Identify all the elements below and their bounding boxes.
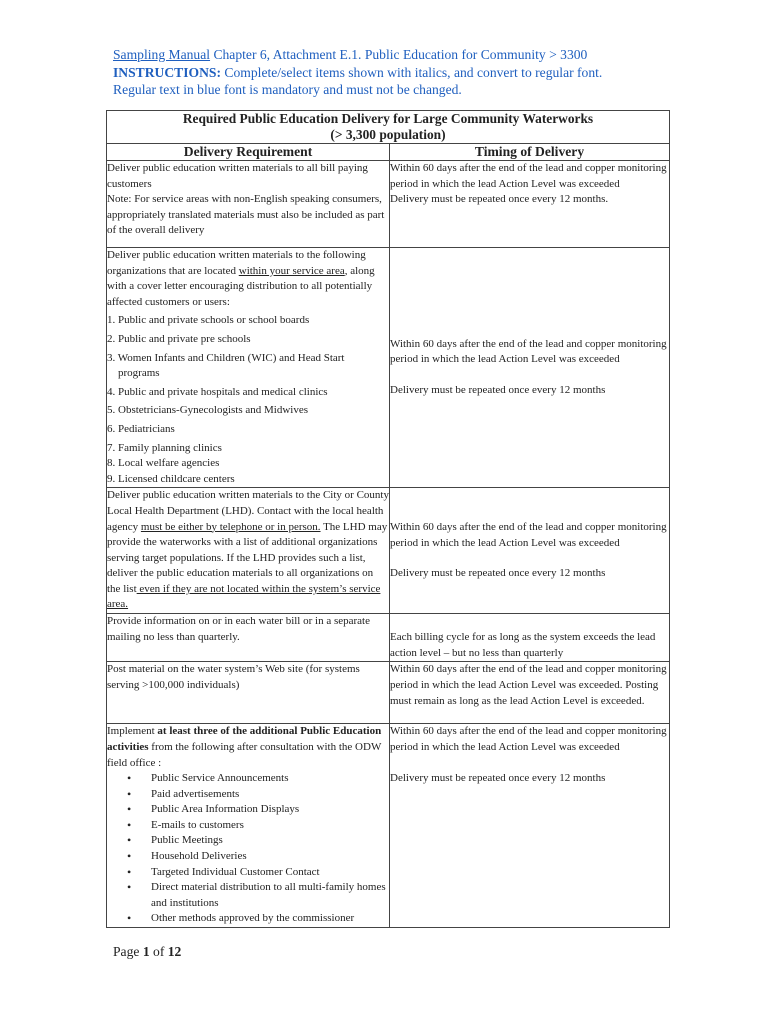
requirement-text: Deliver public education written materials to all bill paying customers: [107, 162, 368, 190]
column-header-requirement: Delivery Requirement: [107, 144, 390, 161]
requirement-cell: [107, 488, 390, 614]
requirement-cell: [107, 724, 390, 928]
list-item: 6. Pediatricians: [107, 422, 175, 435]
list-item: • Public Service Announcements: [107, 771, 389, 787]
list-item: • Public Area Information Displays: [107, 802, 389, 818]
service-area-underline: even if they are not located within the system’s service area.: [107, 582, 381, 611]
requirement-text: Deliver public education written materials to the City or County Local Health Department (LHD). Contact with the local health agency must be either by telephone or in person. The LHD may provide the waterworks with a list of additional organizations serving target populations. If the LHD provides such a list, deliver the public education materials to all organizations on the list even if they are not located within the system’s service area.: [107, 489, 389, 611]
timing-text: Within 60 days after the end of the lead and copper monitoring period in which the lead Action Level was exceeded: [390, 162, 667, 190]
header-line-1: [113, 46, 673, 64]
contact-method-underline: must be either by telephone or in person.: [140, 520, 321, 533]
page-number: Page 1 of 12: [113, 944, 182, 959]
table-row: [107, 488, 670, 614]
list-item: • E-mails to customers: [107, 818, 389, 834]
instructions-label: INSTRUCTIONS:: [113, 64, 222, 80]
list-item: 3. Women Infants and Children (WIC) and Head Start: [107, 351, 345, 364]
requirement-cell: [107, 161, 390, 248]
timing-cell: [390, 724, 670, 928]
table-title-line-2: (> 3,300 population): [330, 127, 446, 142]
list-item: • Targeted Individual Customer Contact: [107, 865, 389, 881]
list-item: 7. Family planning clinics: [107, 441, 222, 454]
timing-text: Within 60 days after the end of the lead and copper monitoring period in which the lead Action Level was exceeded. Posting must remain as long as the lead Action Level is exceeded.: [390, 663, 667, 707]
service-area-underline: within your service area: [238, 264, 345, 277]
column-header-timing: Timing of Delivery: [390, 144, 670, 161]
timing-text: Within 60 days after the end of the lead and copper monitoring period in which the lead Action Level was exceeded: [390, 725, 667, 753]
activity-list: [107, 771, 389, 927]
requirement-text: Post material on the water system’s Web site (for systems serving >100,000 individuals): [107, 663, 360, 691]
timing-repeat-text: Delivery must be repeated once every 12 months: [390, 567, 606, 580]
header-line-3: Regular text in blue font is mandatory and must not be changed.: [113, 82, 462, 97]
timing-text: Within 60 days after the end of the lead and copper monitoring period in which the lead Action Level was exceeded: [390, 520, 667, 549]
requirement-text: Deliver public education written materials to the following organizations that are located within your service area, along with a cover letter encouraging distribution to all potentially affected customers or users:: [107, 249, 375, 308]
list-item: 2. Public and private pre schools: [107, 332, 251, 345]
requirement-cell: [107, 614, 390, 662]
table-title-row: [107, 111, 670, 144]
table-row: [107, 248, 670, 488]
list-item: • Other methods approved by the commissioner: [107, 911, 389, 927]
timing-repeat-text: Delivery must be repeated once every 12 months.: [390, 193, 609, 206]
timing-cell: [390, 161, 670, 248]
list-item: • Direct material distribution to all multi-family homes and institutions: [107, 880, 389, 911]
table-row: [107, 724, 670, 928]
list-item: 9. Licensed childcare centers: [107, 472, 235, 485]
timing-cell: [390, 488, 670, 614]
table-title: [107, 111, 670, 144]
table-title-line-1: Required Public Education Delivery for Large Community Waterworks: [182, 111, 594, 126]
table-row: [107, 662, 670, 724]
list-item: • Household Deliveries: [107, 849, 389, 865]
list-item: 5. Obstetricians-Gynecologists and Midwives: [107, 404, 309, 417]
sampling-manual-link[interactable]: Sampling Manual: [113, 47, 211, 62]
list-item: • Public Meetings: [107, 833, 389, 849]
header-line-2: [113, 64, 673, 82]
requirement-cell: [107, 248, 390, 488]
list-item: 4. Public and private hospitals and medical clinics: [107, 385, 328, 398]
timing-text: Within 60 days after the end of the lead and copper monitoring period in which the lead Action Level was exceeded: [390, 337, 667, 366]
timing-repeat-text: Delivery must be repeated once every 12 months: [390, 771, 606, 784]
timing-text: Each billing cycle for as long as the system exceeds the lead action level – but no less than quarterly: [390, 631, 656, 659]
list-item-continuation: programs: [118, 367, 160, 380]
requirement-text: Provide information on or in each water bill or in a separate mailing no less than quarterly.: [107, 615, 370, 643]
list-item: 8. Local welfare agencies: [107, 457, 220, 470]
timing-repeat-text: Delivery must be repeated once every 12 months: [390, 383, 606, 396]
timing-cell: [390, 248, 670, 488]
requirement-bold-text: at least three of the additional Public Education activities: [107, 725, 382, 753]
total-pages: 12: [167, 944, 182, 959]
requirement-cell: [107, 662, 390, 724]
list-item: 1. Public and private schools or school boards: [107, 314, 310, 327]
instructions-text: Complete/select items shown with italics, and convert to regular font.: [221, 64, 603, 80]
table-row: [107, 614, 670, 662]
timing-cell: [390, 614, 670, 662]
timing-cell: [390, 662, 670, 724]
requirement-note: Note: For service areas with non-English speaking consumers, appropriately translated materials must also be included as part of the overall delivery: [107, 193, 385, 237]
current-page: 1: [142, 944, 150, 959]
document-header: [113, 46, 673, 99]
list-item: • Paid advertisements: [107, 787, 389, 803]
requirements-table: [106, 110, 670, 928]
header-chapter-text: Chapter 6, Attachment E.1. Public Education for Community > 3300: [210, 47, 588, 62]
column-header-row: [107, 144, 670, 161]
table-row: [107, 161, 670, 248]
requirement-text: Implement at least three of the additional Public Education activities from the following after consultation with the ODW field office :: [107, 725, 382, 769]
